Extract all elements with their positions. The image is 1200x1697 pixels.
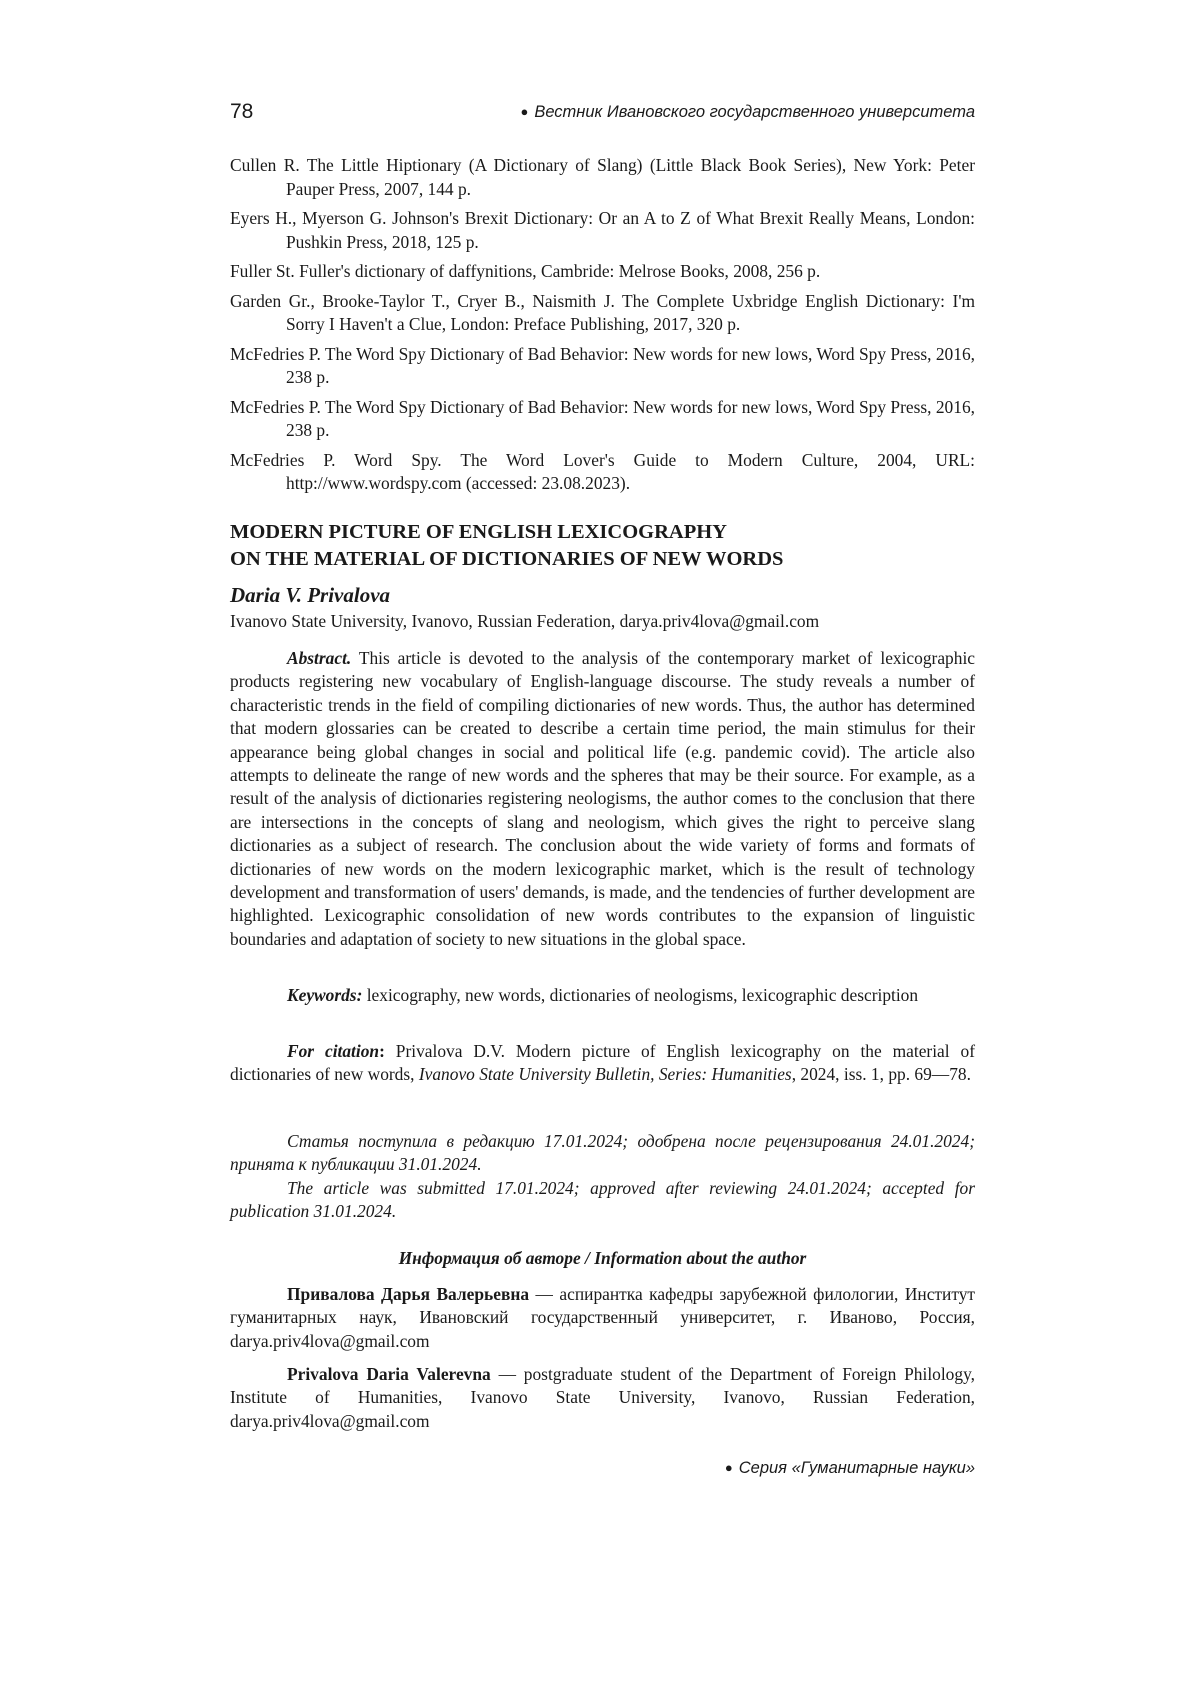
page-number: 78: [230, 100, 254, 123]
page-footer: [725, 1459, 975, 1478]
keywords-text: lexicography, new words, dictionaries of neologisms, lexicographic description: [362, 985, 919, 1005]
author-info-ru: [230, 1283, 975, 1353]
bullet-icon: ●: [724, 1460, 733, 1475]
author-info-en-name: Privalova Daria Valerevna: [287, 1364, 491, 1384]
author-name: Daria V. Privalova: [230, 583, 391, 607]
author-info-en: [230, 1363, 975, 1433]
reference-list: [230, 154, 975, 502]
citation-label: For citation: [287, 1041, 380, 1061]
author-affiliation: Ivanovo State University, Ivanovo, Russian Federation, darya.priv4lova@gmail.com: [230, 611, 820, 631]
article-title-line-2: ON THE MATERIAL OF DICTIONARIES OF NEW WORDS: [230, 548, 784, 570]
citation: [230, 1040, 975, 1087]
article-title: [230, 519, 975, 573]
author-info-ru-name: Привалова Дарья Валерьевна: [287, 1284, 530, 1304]
submission-dates-ru: Статья поступила в редакцию 17.01.2024; одобрена после рецензирования 24.01.2024; принята к публикации 31.01.2024.: [230, 1131, 975, 1175]
bullet-icon: ●: [520, 104, 529, 119]
citation-colon: :: [379, 1041, 385, 1061]
reference-item: McFedries P. Word Spy. The Word Lover's Guide to Modern Culture, 2004, URL: http://www.wordspy.com (accessed: 23.08.2023).: [230, 449, 975, 493]
reference-item: Garden Gr., Brooke-Taylor T., Cryer B., Naismith J. The Complete Uxbridge English Dictionary: I'm Sorry I Haven't a Clue, London: Preface Publishing, 2017, 320 p.: [230, 290, 975, 334]
keywords: [230, 984, 975, 1007]
author-info-en-text: — postgraduate student of the Department of Foreign Philology, Institute of Humanities, Ivanovo State University, Ivanovo, Russian Federation, darya.priv4lova@gmail.com: [230, 1364, 975, 1431]
reference-item: Fuller St. Fuller's dictionary of daffynitions, Cambride: Melrose Books, 2008, 256 p.: [230, 261, 821, 281]
reference-item: McFedries P. The Word Spy Dictionary of Bad Behavior: New words for new lows, Word Spy Press, 2016, 238 p.: [230, 343, 975, 387]
author-info-heading: Информация об авторе / Information about the author: [398, 1248, 807, 1268]
page-header: [230, 100, 975, 130]
reference-item: Cullen R. The Little Hiptionary (A Dictionary of Slang) (Little Black Book Series), New York: Peter Pauper Press, 2007, 144 p.: [230, 155, 975, 199]
journal-title: [520, 103, 975, 122]
citation-text-1: Privalova D.V. Modern picture of English lexicography on the material of dictionaries of new words,: [230, 1041, 975, 1085]
submission-dates: [230, 1130, 975, 1224]
citation-journal: Ivanovo State University Bulletin, Series: Humanities: [418, 1064, 792, 1085]
submission-dates-en: The article was submitted 17.01.2024; approved after reviewing 24.01.2024; accepted for publication 31.01.2024.: [230, 1177, 975, 1222]
abstract-text: This article is devoted to the analysis of the contemporary market of lexicographic products registering new vocabulary of English-language discourse. The study reveals a number of characteristic trends in the field of compiling dictionaries of new words. Thus, the author has determined that modern glossaries can be created to describe a certain time period, the main stimulus for their appearance being global changes in social and political life (e.g. pandemic covid). The article also attempts to delineate the range of new words and the spheres that may be their source. For example, as a result of the analysis of dictionaries registering neologisms, the author comes to the conclusion that there are intersections in the concepts of slang and neologism, which gives the right to perceive slang dictionaries as a subject of research. The conclusion about the wide variety of forms and formats of dictionaries of new words on the modern lexicographic market, which is the result of technology development and transformation of users' demands, is made, and the tendencies of further development are highlighted. Lexicographic consolidation of new words contributes to the expansion of linguistic boundaries and adaptation of society to new situations in the global space.: [230, 648, 975, 949]
article-title-line-1: MODERN PICTURE OF ENGLISH LEXICOGRAPHY: [230, 521, 727, 543]
abstract-label: Abstract.: [287, 648, 352, 668]
abstract: [230, 647, 975, 951]
reference-item: Eyers H., Myerson G. Johnson's Brexit Dictionary: Or an A to Z of What Brexit Really Means, London: Pushkin Press, 2018, 125 p.: [230, 208, 975, 252]
journal-title-text: Вестник Ивановского государственного университета: [534, 103, 975, 121]
series-title: Серия «Гуманитарные науки»: [738, 1459, 975, 1477]
citation-text-2: , 2024, iss. 1, pp. 69—78.: [791, 1064, 971, 1085]
keywords-label: Keywords:: [287, 985, 363, 1005]
reference-item: McFedries P. The Word Spy Dictionary of Bad Behavior: New words for new lows, Word Spy Press, 2016, 238 p.: [230, 396, 975, 440]
author-info-ru-text: — аспирантка кафедры зарубежной филологии, Институт гуманитарных наук, Ивановский государственный университет, г. Иваново, Россия, darya.priv4lova@gmail.com: [230, 1284, 975, 1351]
